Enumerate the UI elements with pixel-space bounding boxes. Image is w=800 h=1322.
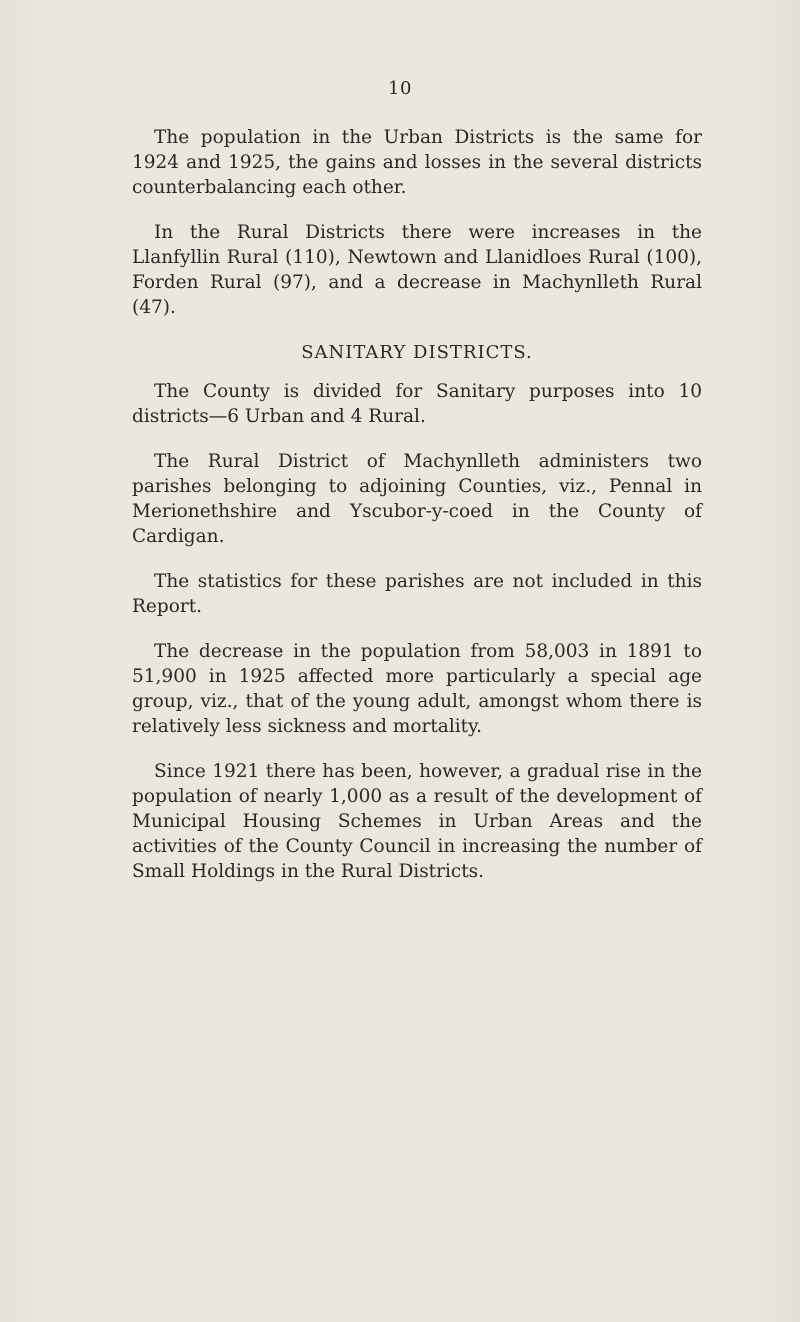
paragraph-population-decrease: The decrease in the population from 58,003 in 1891 to 51,900 in 1925 affected more particularly a special age group, viz., that of the young adult, amongst whom there is relatively less sickness and mortality. [132,641,702,737]
paragraph-sanitary-divisions: The County is divided for Sanitary purposes into 10 districts—6 Urban and 4 Rural. [132,381,702,427]
paragraph-statistics-note: The statistics for these parishes are not included in this Report. [132,571,702,617]
paragraph-population-rise: Since 1921 there has been, however, a gradual rise in the population of nearly 1,000 as a result of the development of Municipal Housing Schemes in Urban Areas and the activities of the County Council in increasing the number of Small Holdings in the Rural Districts. [132,761,702,882]
page-number: 10 [388,78,412,99]
section-heading: SANITARY DISTRICTS. [301,342,533,363]
paragraph-rural-changes: In the Rural Districts there were increases in the Llanfyllin Rural (110), Newtown and Llanidloes Rural (100), Forden Rural (97), and a decrease in Machynlleth Rural (47). [132,222,702,318]
paragraph-urban-population: The population in the Urban Districts is the same for 1924 and 1925, the gains and losses in the several districts counterbalancing each other. [132,127,702,198]
body-text [132,125,702,904]
paragraph-machynlleth-parishes: The Rural District of Machynlleth administers two parishes belonging to adjoining Counties, viz., Pennal in Merionethshire and Yscubor-y-coed in the County of Cardigan. [132,451,702,547]
